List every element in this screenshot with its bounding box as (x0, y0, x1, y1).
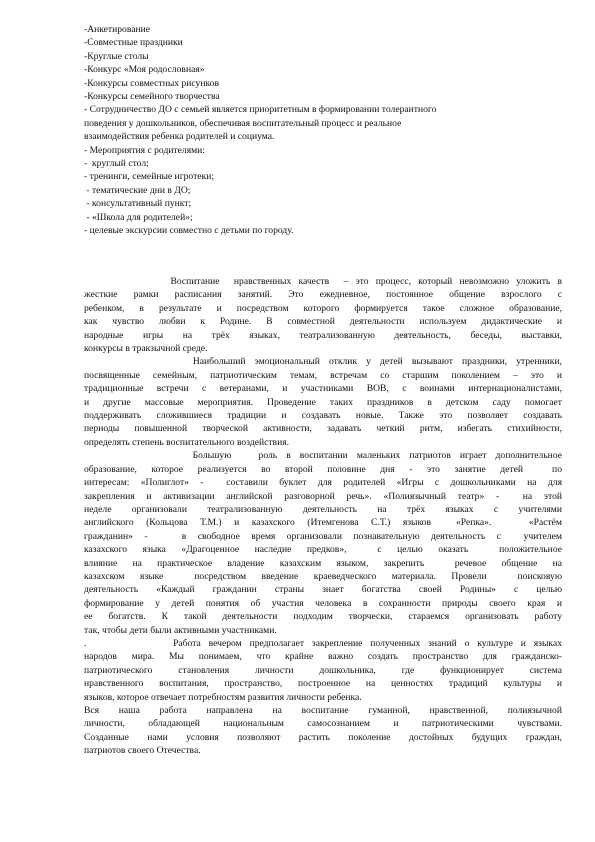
text-line: определять степень воспитательного воздействия. (84, 436, 290, 448)
list-item: поведения у дошкольников, обеспечивая воспитательный процесс и реальное (84, 117, 402, 129)
text-line: как чувство любви к Родине. В совместной деятельности используем дидактические и (84, 316, 562, 328)
text-line: неделе организовали театрализованную деятельность на трёх языках с учителями (84, 503, 562, 515)
list-item: взаимодействия ребенка родителей и социума. (84, 131, 275, 143)
list-item: -Круглые столы (84, 50, 149, 62)
text-line: образование, которое реализуется во второй половине дня - это занятие детей по (84, 463, 562, 475)
text-line: закрепления и активизации английской разговорной речь». «Полиязычный театр» - на этой (84, 490, 562, 502)
list-item: -Конкурсы семейного творчества (84, 91, 220, 103)
text-line: английского (Кольцова Т.М.) и казахского (Итемгенова С.Т.) языков «Репка». «Растём (84, 517, 562, 529)
text-line: гражданин» - в свободное время организовали познавательную деятельность с учителем (84, 530, 562, 542)
list-item: - Сотрудничество ДО с семьей является приоритетным в формировании толерантного (84, 104, 437, 116)
list-item: -Конкурс «Моя родословная» (84, 64, 205, 76)
text-line: народов мира. Мы понимаем, что крайне важно создать пространство для гражданско- (84, 651, 562, 663)
text-line: и другие массовые мероприятия. Проведение таких праздников в детском саду помогает (84, 396, 562, 408)
text-line: жесткие рамки расписания занятий. Это ежедневное, постоянное общение взрослого с (84, 289, 562, 301)
text-line: так, чтобы дети были активными участниками. (84, 624, 277, 636)
text-line: ее богатств. К такой деятельности подходим творчески, стараемся организовать работу (84, 611, 562, 623)
paragraph-conclusion (84, 704, 562, 758)
text-line: конкурсы в тракзычной среде. (84, 343, 208, 355)
text-line: Созданные нами условия позволяют растить поколение достойных будущих граждан, (84, 731, 562, 743)
text-line: формирование у детей понятия об участия человека в сохранности природы своего края и (84, 597, 562, 609)
list-item: - Мероприятия с родителями: (84, 144, 205, 156)
list-item: -Анкетирование (84, 24, 151, 35)
paragraph-moral-education (84, 275, 562, 355)
text-line: Воспитание нравственных качеств – это процесс, который невозможно уложить в (84, 276, 562, 287)
text-line: Вся наша работа направлена на воспитание гуманной, нравственной, полиязычной (84, 705, 562, 716)
text-line: Большую роль в воспитании маленьких патриотов играет дополнительное (84, 450, 562, 462)
text-line: . Работа вечером предполагает закрепление полученных знаний о культуре и языках (84, 637, 562, 649)
text-line: деятельность «Каждый гражданин страны знает богатства своей Родины» с целью (84, 584, 562, 596)
text-line: посвященные семейным, патриотическим темам, встречам со старшим поколением – это и (84, 369, 562, 381)
text-line: Наибольший эмоциональный отклик у детей вызывают праздники, утренники, (84, 356, 562, 368)
paragraph-evening-work (84, 637, 562, 704)
text-line: патриотов своего Отечества. (84, 745, 201, 757)
activity-list (84, 23, 562, 238)
list-item: -Конкурсы совместных рисунков (84, 77, 219, 89)
text-line: традиционные встречи с ветеранами, и участниками ВОВ, с воинами интернационалистами, (84, 383, 562, 395)
text-line: интересам: «Полиглот» - составили буклет для родителей «Игры с дошкольниками на для (84, 477, 562, 489)
paragraph-holidays (84, 355, 562, 449)
text-line: патриотического становления личности дошкольника, где функционирует система (84, 664, 562, 676)
text-line: поддерживать сложившиеся традиции и создавать новые. Также это позволяет создавать (84, 410, 562, 422)
text-line: периоды повышенной творческой активности, задавать четкий ритм, избегать стихийности, (84, 423, 562, 435)
text-line: влияние на практическое владение казахским языком, закрепить речевое общение на (84, 557, 562, 569)
list-item: - «Школа для родителей»; (84, 211, 193, 223)
list-item: - тематические дни в ДО; (84, 184, 191, 196)
list-item: - целевые экскурсии совместно с детьми по городу. (84, 225, 294, 237)
text-line: личности, обладающей национальным самосознанием и патриотическими чувствами. (84, 718, 562, 730)
text-line: народные игры на трёх языках, театрализованную деятельность, беседы, выставки, (84, 329, 562, 341)
text-line: языков, которое отвечает потребностям развития личности ребенка. (84, 691, 362, 703)
list-item: -Совместные праздники (84, 37, 183, 49)
text-line: казахском языке посредством введение краеведческого материала. Провели поисковую (84, 570, 562, 582)
list-item: - круглый стол; (84, 158, 149, 170)
body-text (84, 275, 562, 758)
paragraph-additional-education (84, 449, 562, 637)
text-line: казахского языка «Драгоценное наследие предков», с целью оказать положительное (84, 544, 562, 556)
text-line: ребенком, в результате и посредством которого формируется такое сложное образование, (84, 302, 562, 314)
list-item: - консультативный пункт; (84, 198, 192, 210)
list-item: - тренинги, семейные игротеки; (84, 171, 215, 183)
text-line: нравственного воспитания, пространство, построенное на ценностях традиций культуры и (84, 678, 562, 690)
